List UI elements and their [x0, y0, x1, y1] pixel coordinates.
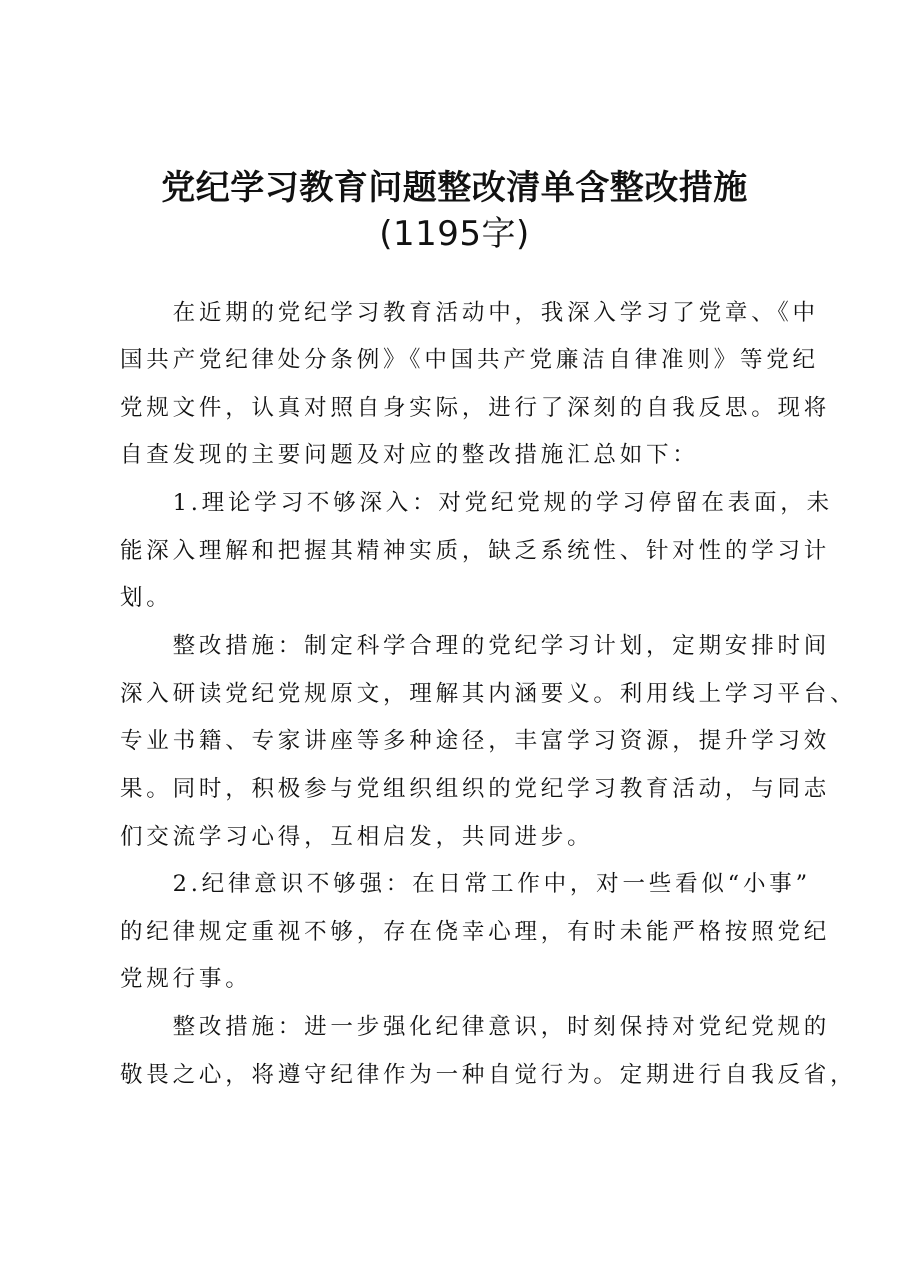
- body-line: 党规文件，认真对照自身实际，进行了深刻的自我反思。现将: [120, 395, 831, 421]
- body-line: 的纪律规定重视不够，存在侥幸心理，有时未能严格按照党纪: [120, 919, 831, 945]
- body-line: 划。: [120, 585, 173, 611]
- body-line: 国共产党纪律处分条例》《中国共产党廉洁自律准则》等党纪: [120, 347, 819, 373]
- body-line: 在近期的党纪学习教育活动中，我深入学习了党章、《中: [120, 300, 819, 326]
- body-line: 整改措施：进一步强化纪律意识，时刻保持对党纪党规的: [120, 1014, 831, 1040]
- body-line: 自查发现的主要问题及对应的整改措施汇总如下：: [120, 442, 699, 468]
- body-line: 深入研读党纪党规原文，理解其内涵要义。利用线上学习平台、: [120, 681, 857, 707]
- body-line: 党规行事。: [120, 966, 252, 992]
- body-line: 2.纪律意识不够强：在日常工作中，对一些看似“小事”: [120, 871, 811, 897]
- body-line: 们交流学习心得，互相启发，共同进步。: [120, 824, 594, 850]
- body-line: 果。同时，积极参与党组织组织的党纪学习教育活动，与同志: [120, 776, 831, 802]
- body-line: 整改措施：制定科学合理的党纪学习计划，定期安排时间: [120, 633, 831, 659]
- body-line: 能深入理解和把握其精神实质，缺乏系统性、针对性的学习计: [120, 538, 831, 564]
- body-line: 1.理论学习不够深入：对党纪党规的学习停留在表面，未: [120, 490, 833, 516]
- body-line: 专业书籍、专家讲座等多种途径，丰富学习资源，提升学习效: [120, 728, 831, 754]
- document-subtitle-word-count: (1195字): [379, 214, 530, 254]
- document-title: 党纪学习教育问题整改清单含整改措施: [161, 168, 748, 208]
- body-line: 敬畏之心，将遵守纪律作为一种自觉行为。定期进行自我反省，: [120, 1062, 857, 1088]
